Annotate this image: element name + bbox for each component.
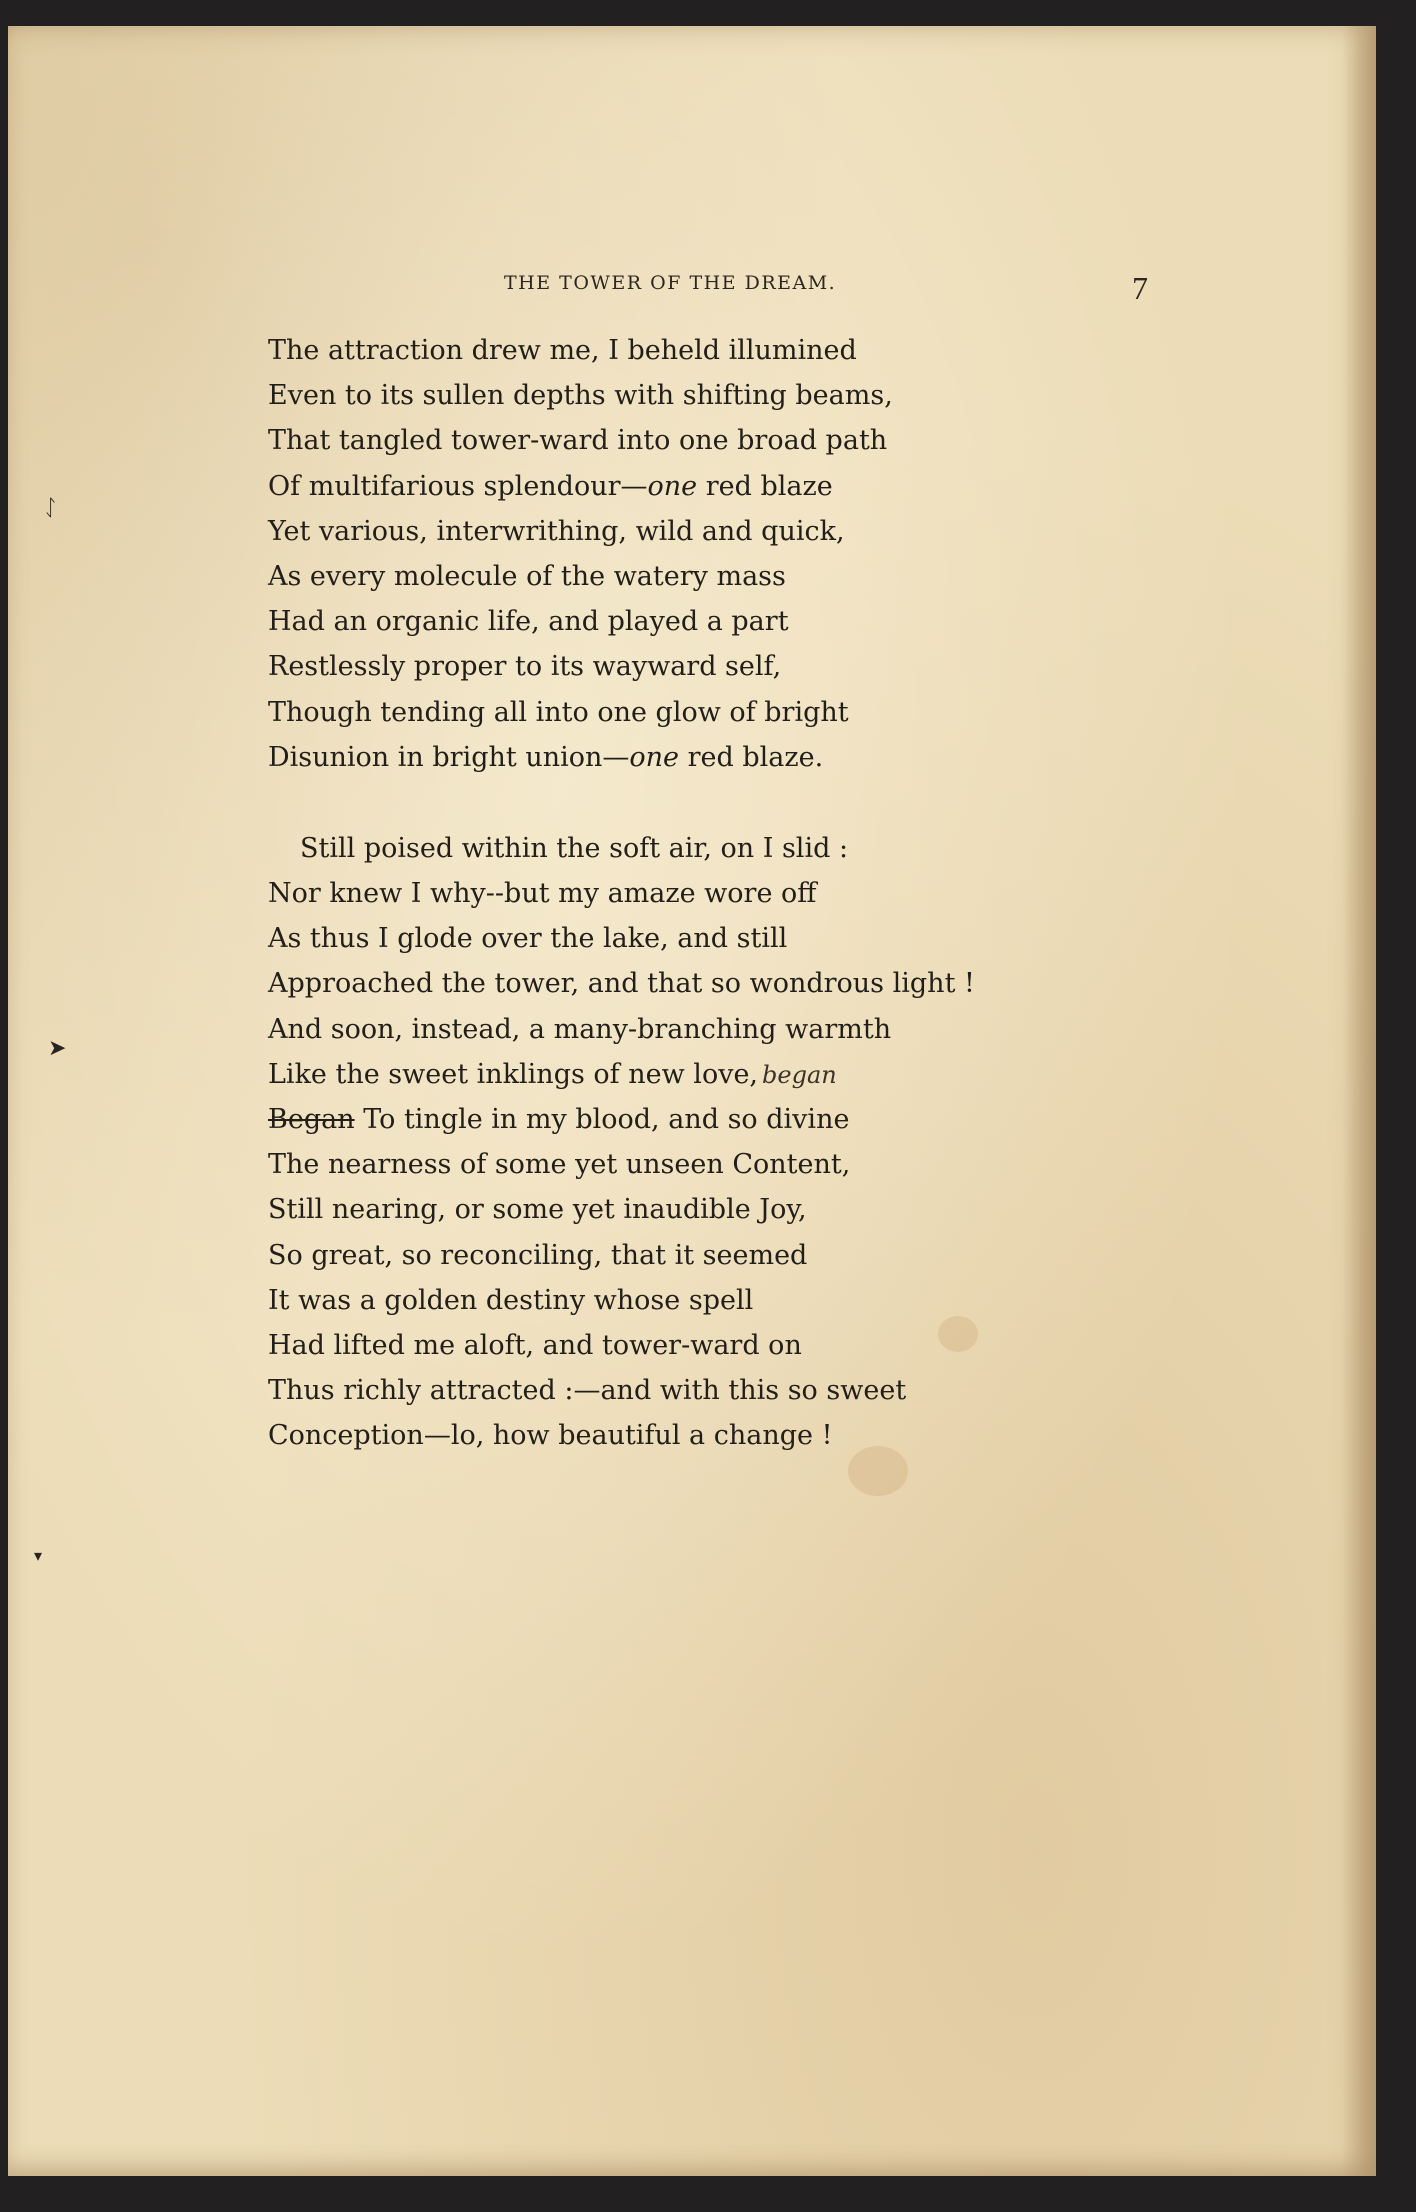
verse-line: Still poised within the soft air, on I slid : [300, 832, 849, 864]
verse-line: As thus I glode over the lake, and still [268, 923, 788, 955]
verse-line [268, 464, 1088, 509]
stanza [268, 328, 1088, 780]
verse-line: That tangled tower-ward into one broad path [268, 425, 888, 457]
verse-fragment: red blaze. [679, 741, 824, 773]
verse-fragment: Of multifarious splendour— [268, 470, 648, 502]
verse-line: Had lifted me aloft, and tower-ward on [268, 1329, 802, 1361]
page-number: 7 [1132, 270, 1148, 306]
verse-line: The nearness of some yet unseen Content, [268, 1149, 851, 1181]
struck-word: Began [268, 1104, 355, 1135]
page-edge-shadow [1342, 26, 1376, 2176]
verse-line: Though tending all into one glow of bright [268, 696, 849, 728]
verse-line: Restlessly proper to its wayward self, [268, 651, 782, 683]
verse-fragment: To tingle in my blood, and so divine [363, 1104, 850, 1135]
margin-mark: ▾ [34, 1546, 43, 1565]
verse-line: Thus richly attracted :—and with this so sweet [268, 1375, 907, 1407]
stanza [268, 826, 1088, 1459]
verse-line: Still nearing, or some yet inaudible Joy, [268, 1194, 807, 1226]
verse-line: Approached the tower, and that so wondrous light ! [268, 968, 975, 1000]
verse-line [268, 1097, 1088, 1142]
poem-text [268, 328, 1088, 1459]
margin-mark: ᛇ [44, 496, 58, 521]
verse-fragment: Like the sweet inklings of new love, [268, 1058, 759, 1090]
verse-line: Yet various, interwrithing, wild and quick, [268, 515, 845, 547]
verse-fragment: red blaze [697, 470, 833, 502]
verse-line: The attraction drew me, I beheld illumined [268, 335, 857, 366]
verse-line: It was a golden destiny whose spell [268, 1284, 754, 1316]
verse-line: Had an organic life, and played a part [268, 606, 789, 638]
italic-word: one [629, 741, 680, 773]
verse-line [268, 735, 1088, 780]
verse-line [268, 1052, 1088, 1097]
verse-line: Nor knew I why--but my amaze wore off [268, 878, 817, 910]
verse-line: As every molecule of the watery mass [268, 560, 786, 592]
running-header: THE TOWER OF THE DREAM. [504, 272, 837, 294]
italic-word: one [647, 470, 698, 502]
book-page [8, 26, 1376, 2176]
verse-line: Even to its sullen depths with shifting beams, [268, 380, 893, 412]
verse-line: So great, so reconciling, that it seemed [268, 1239, 808, 1271]
margin-mark: ➤ [48, 1036, 67, 1061]
verse-line: Conception—lo, how beautiful a change ! [268, 1420, 833, 1452]
verse-line: And soon, instead, a many-branching warmth [268, 1013, 892, 1045]
verse-fragment: Disunion in bright union— [268, 741, 630, 773]
handwritten-correction: began [762, 1060, 837, 1089]
